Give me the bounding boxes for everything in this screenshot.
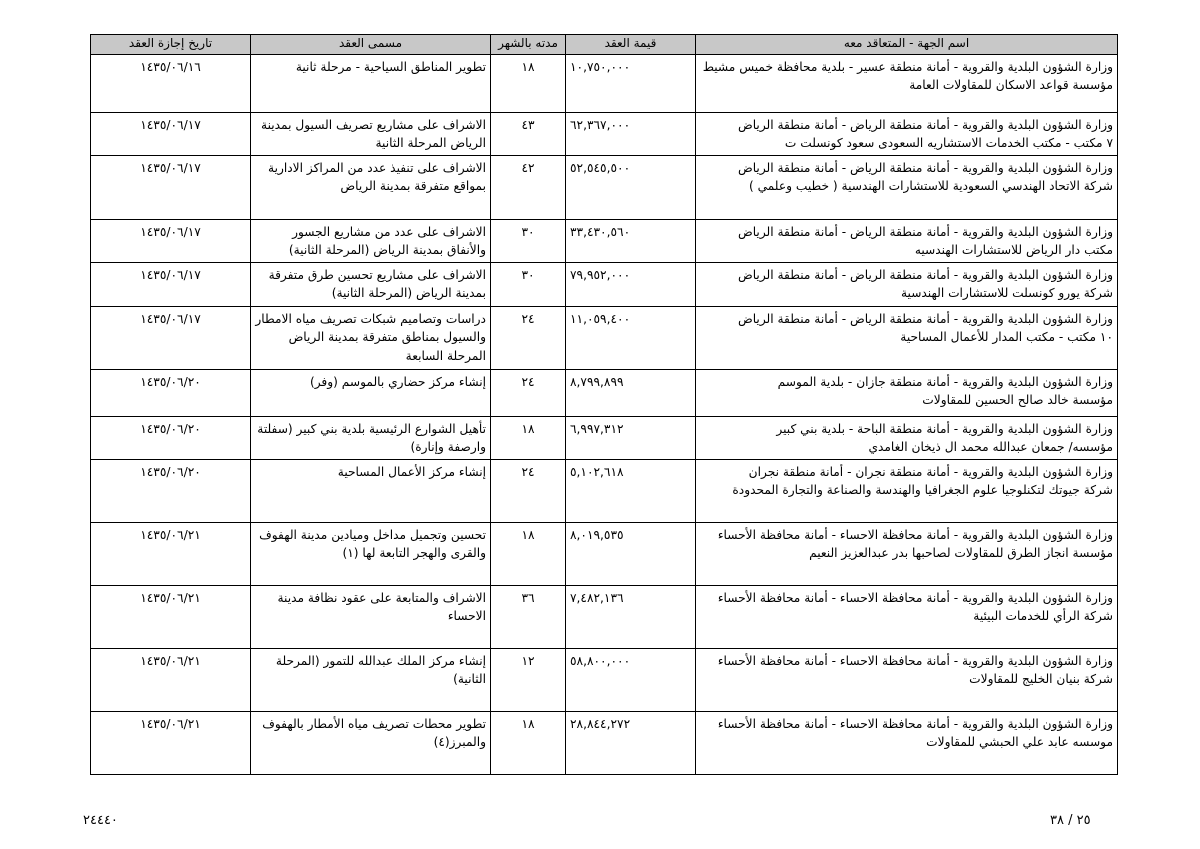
cell-contract-name: دراسات وتصاميم شبكات تصريف مياه الامطار والسيول بمناطق متفرقة بمدينة الرياض المرحلة السابعة — [251, 307, 491, 370]
cell-entity — [696, 522, 1118, 585]
cell-value: ٢٨,٨٤٤,٢٧٢ — [566, 711, 696, 774]
cell-duration: ٢٤ — [491, 370, 566, 417]
cell-contract-name: تحسين وتجميل مداخل وميادين مدينة الهفوف والقرى والهجر التابعة لها (١) — [251, 522, 491, 585]
entity-contractor: شركة الاتحاد الهندسي السعودية للاستشارات الهندسية ( خطيب وعلمي ) — [748, 179, 1113, 194]
cell-value: ٣٣,٤٣٠,٥٦٠ — [566, 220, 696, 263]
entity-contractor: مؤسسة انجاز الطرق للمقاولات لصاحبها بدر عبدالعزيز النعيم — [809, 546, 1113, 561]
entity-authority: وزارة الشؤون البلدية والقروية - أمانة منطقة نجران - أمانة منطقة نجران — [748, 464, 1113, 479]
table-row — [91, 711, 1118, 774]
table-header-row — [91, 35, 1118, 55]
entity-authority: وزارة الشؤون البلدية والقروية - أمانة منطقة الرياض - أمانة منطقة الرياض — [737, 225, 1113, 239]
entity-contractor: ٧ مكتب - مكتب الخدمات الاستشاريه السعودى سعود كونسلت ت — [784, 136, 1113, 151]
table-row — [91, 113, 1118, 156]
table-row — [91, 263, 1118, 307]
table-row — [91, 417, 1118, 460]
cell-contract-name: إنشاء مركز الأعمال المساحية — [251, 459, 491, 522]
cell-value: ٦,٩٩٧,٣١٢ — [566, 417, 696, 460]
cell-value: ٥٢,٥٤٥,٥٠٠ — [566, 156, 696, 220]
cell-entity — [696, 417, 1118, 460]
table-row — [91, 370, 1118, 417]
cell-entity — [696, 156, 1118, 220]
cell-duration: ١٨ — [491, 711, 566, 774]
cell-duration: ١٨ — [491, 522, 566, 585]
cell-approval-date: ١٤٣٥/٠٦/٢١ — [91, 711, 251, 774]
table-row — [91, 156, 1118, 220]
entity-authority: وزارة الشؤون البلدية والقروية - أمانة محافظة الاحساء - أمانة محافظة الأحساء — [717, 590, 1113, 605]
entity-authority: وزارة الشؤون البلدية والقروية - أمانة منطقة عسير - بلدية محافظة خميس مشيط — [702, 60, 1113, 74]
entity-contractor: مؤسسة خالد صالح الحسين للمقاولات — [922, 393, 1113, 408]
cell-contract-name: تطوير المناطق السياحية - مرحلة ثانية — [251, 55, 491, 113]
entity-authority: وزارة الشؤون البلدية والقروية - أمانة محافظة الاحساء - أمانة محافظة الأحساء — [717, 716, 1113, 731]
cell-value: ٨,٠١٩,٥٣٥ — [566, 522, 696, 585]
cell-approval-date: ١٤٣٥/٠٦/٢٠ — [91, 370, 251, 417]
cell-entity — [696, 263, 1118, 307]
cell-contract-name: تأهيل الشوارع الرئيسية بلدية بني كبير (سفلتة وارصفة وإنارة) — [251, 417, 491, 460]
table-row — [91, 220, 1118, 263]
cell-entity — [696, 220, 1118, 263]
cell-approval-date: ١٤٣٥/٠٦/١٧ — [91, 220, 251, 263]
entity-authority: وزارة الشؤون البلدية والقروية - أمانة محافظة الاحساء - أمانة محافظة الأحساء — [717, 653, 1113, 668]
entity-contractor: شركة يورو كونسلت للاستشارات الهندسية — [900, 286, 1113, 301]
header-duration: مدته بالشهر — [491, 35, 566, 55]
cell-contract-name: الاشراف على تنفيذ عدد من المراكز الادارية بمواقع متفرقة بمدينة الرياض — [251, 156, 491, 220]
cell-contract-name: الاشراف على مشاريع تصريف السيول بمدينة الرياض المرحلة الثانية — [251, 113, 491, 156]
entity-authority: وزارة الشؤون البلدية والقروية - أمانة منطقة الباحة - بلدية بني كبير — [776, 422, 1113, 436]
cell-entity — [696, 370, 1118, 417]
entity-authority: وزارة الشؤون البلدية والقروية - أمانة منطقة جازان - بلدية الموسم — [777, 375, 1113, 389]
cell-value: ١٠,٧٥٠,٠٠٠ — [566, 55, 696, 113]
cell-approval-date: ١٤٣٥/٠٦/٢٠ — [91, 459, 251, 522]
contracts-table — [90, 34, 1118, 775]
cell-approval-date: ١٤٣٥/٠٦/١٧ — [91, 263, 251, 307]
entity-authority: وزارة الشؤون البلدية والقروية - أمانة محافظة الاحساء - أمانة محافظة الأحساء — [717, 527, 1113, 542]
header-contract-name: مسمى العقد — [251, 35, 491, 55]
entity-contractor: مكتب دار الرياض للاستشارات الهندسيه — [914, 243, 1113, 258]
document-number: ٢٤٤٤٠ — [83, 813, 118, 828]
entity-contractor: شركة بنيان الخليج للمقاولات — [969, 672, 1113, 687]
cell-duration: ٣٠ — [491, 220, 566, 263]
cell-contract-name: تطوير محطات تصريف مياه الأمطار بالهفوف والمبرز(٤) — [251, 711, 491, 774]
header-value: قيمة العقد — [566, 35, 696, 55]
cell-approval-date: ١٤٣٥/٠٦/١٧ — [91, 156, 251, 220]
cell-value: ٥,١٠٢,٦١٨ — [566, 459, 696, 522]
entity-authority: وزارة الشؤون البلدية والقروية - أمانة منطقة الرياض - أمانة منطقة الرياض — [737, 118, 1113, 132]
entity-authority: وزارة الشؤون البلدية والقروية - أمانة منطقة الرياض - أمانة منطقة الرياض — [737, 268, 1113, 282]
cell-approval-date: ١٤٣٥/٠٦/١٧ — [91, 113, 251, 156]
cell-value: ١١,٠٥٩,٤٠٠ — [566, 307, 696, 370]
cell-duration: ٤٣ — [491, 113, 566, 156]
header-approval-date: تاريخ إجازة العقد — [91, 35, 251, 55]
table-row — [91, 648, 1118, 711]
cell-contract-name: الاشراف والمتابعة على عقود نظافة مدينة الاحساء — [251, 585, 491, 648]
cell-duration: ٣٦ — [491, 585, 566, 648]
entity-contractor: موسسه عابد علي الحبشي للمقاولات — [926, 735, 1113, 750]
table-row — [91, 585, 1118, 648]
entity-contractor: ١٠ مكتب - مكتب المدار للأعمال المساحية — [900, 330, 1113, 345]
cell-approval-date: ١٤٣٥/٠٦/٢٠ — [91, 417, 251, 460]
cell-duration: ٣٠ — [491, 263, 566, 307]
cell-approval-date: ١٤٣٥/٠٦/١٧ — [91, 307, 251, 370]
cell-entity — [696, 459, 1118, 522]
cell-duration: ١٨ — [491, 55, 566, 113]
table-row — [91, 459, 1118, 522]
cell-contract-name: الاشراف على عدد من مشاريع الجسور والأنفاق بمدينة الرياض (المرحلة الثانية) — [251, 220, 491, 263]
header-entity: اسم الجهة - المتعاقد معه — [696, 35, 1118, 55]
cell-value: ٥٨,٨٠٠,٠٠٠ — [566, 648, 696, 711]
cell-duration: ١٢ — [491, 648, 566, 711]
entity-authority: وزارة الشؤون البلدية والقروية - أمانة منطقة الرياض - أمانة منطقة الرياض — [737, 312, 1113, 326]
cell-entity — [696, 307, 1118, 370]
entity-contractor: شركة الرأي للخدمات البيئية — [973, 609, 1113, 624]
cell-contract-name: إنشاء مركز الملك عبدالله للتمور (المرحلة الثانية) — [251, 648, 491, 711]
table-row — [91, 55, 1118, 113]
cell-approval-date: ١٤٣٥/٠٦/٢١ — [91, 522, 251, 585]
entity-contractor: مؤسسه/ جمعان عبدالله محمد ال ذيخان الغامدي — [868, 440, 1113, 455]
cell-entity — [696, 648, 1118, 711]
cell-value: ٦٢,٣٦٧,٠٠٠ — [566, 113, 696, 156]
cell-contract-name: إنشاء مركز حضاري بالموسم (وفر) — [251, 370, 491, 417]
cell-duration: ٢٤ — [491, 307, 566, 370]
cell-contract-name: الاشراف على مشاريع تحسين طرق متفرقة بمدينة الرياض (المرحلة الثانية) — [251, 263, 491, 307]
cell-entity — [696, 113, 1118, 156]
entity-authority: وزارة الشؤون البلدية والقروية - أمانة منطقة الرياض - أمانة منطقة الرياض — [737, 161, 1113, 175]
cell-approval-date: ١٤٣٥/٠٦/٢١ — [91, 648, 251, 711]
table-body — [91, 55, 1118, 775]
cell-value: ٨,٧٩٩,٨٩٩ — [566, 370, 696, 417]
entity-contractor: مؤسسة قواعد الاسكان للمقاولات العامة — [909, 78, 1113, 93]
entity-contractor: شركة جيوتك لتكنلوجيا علوم الجغرافيا والهندسة والصناعة والتجارة المحدودة — [732, 483, 1113, 498]
cell-entity — [696, 55, 1118, 113]
cell-approval-date: ١٤٣٥/٠٦/١٦ — [91, 55, 251, 113]
cell-duration: ٢٤ — [491, 459, 566, 522]
table-row — [91, 522, 1118, 585]
cell-value: ٧٩,٩٥٢,٠٠٠ — [566, 263, 696, 307]
page-number: ٢٥ / ٣٨ — [1050, 813, 1091, 828]
cell-value: ٧,٤٨٢,١٣٦ — [566, 585, 696, 648]
cell-entity — [696, 711, 1118, 774]
cell-entity — [696, 585, 1118, 648]
cell-duration: ١٨ — [491, 417, 566, 460]
table-row — [91, 307, 1118, 370]
cell-approval-date: ١٤٣٥/٠٦/٢١ — [91, 585, 251, 648]
cell-duration: ٤٢ — [491, 156, 566, 220]
